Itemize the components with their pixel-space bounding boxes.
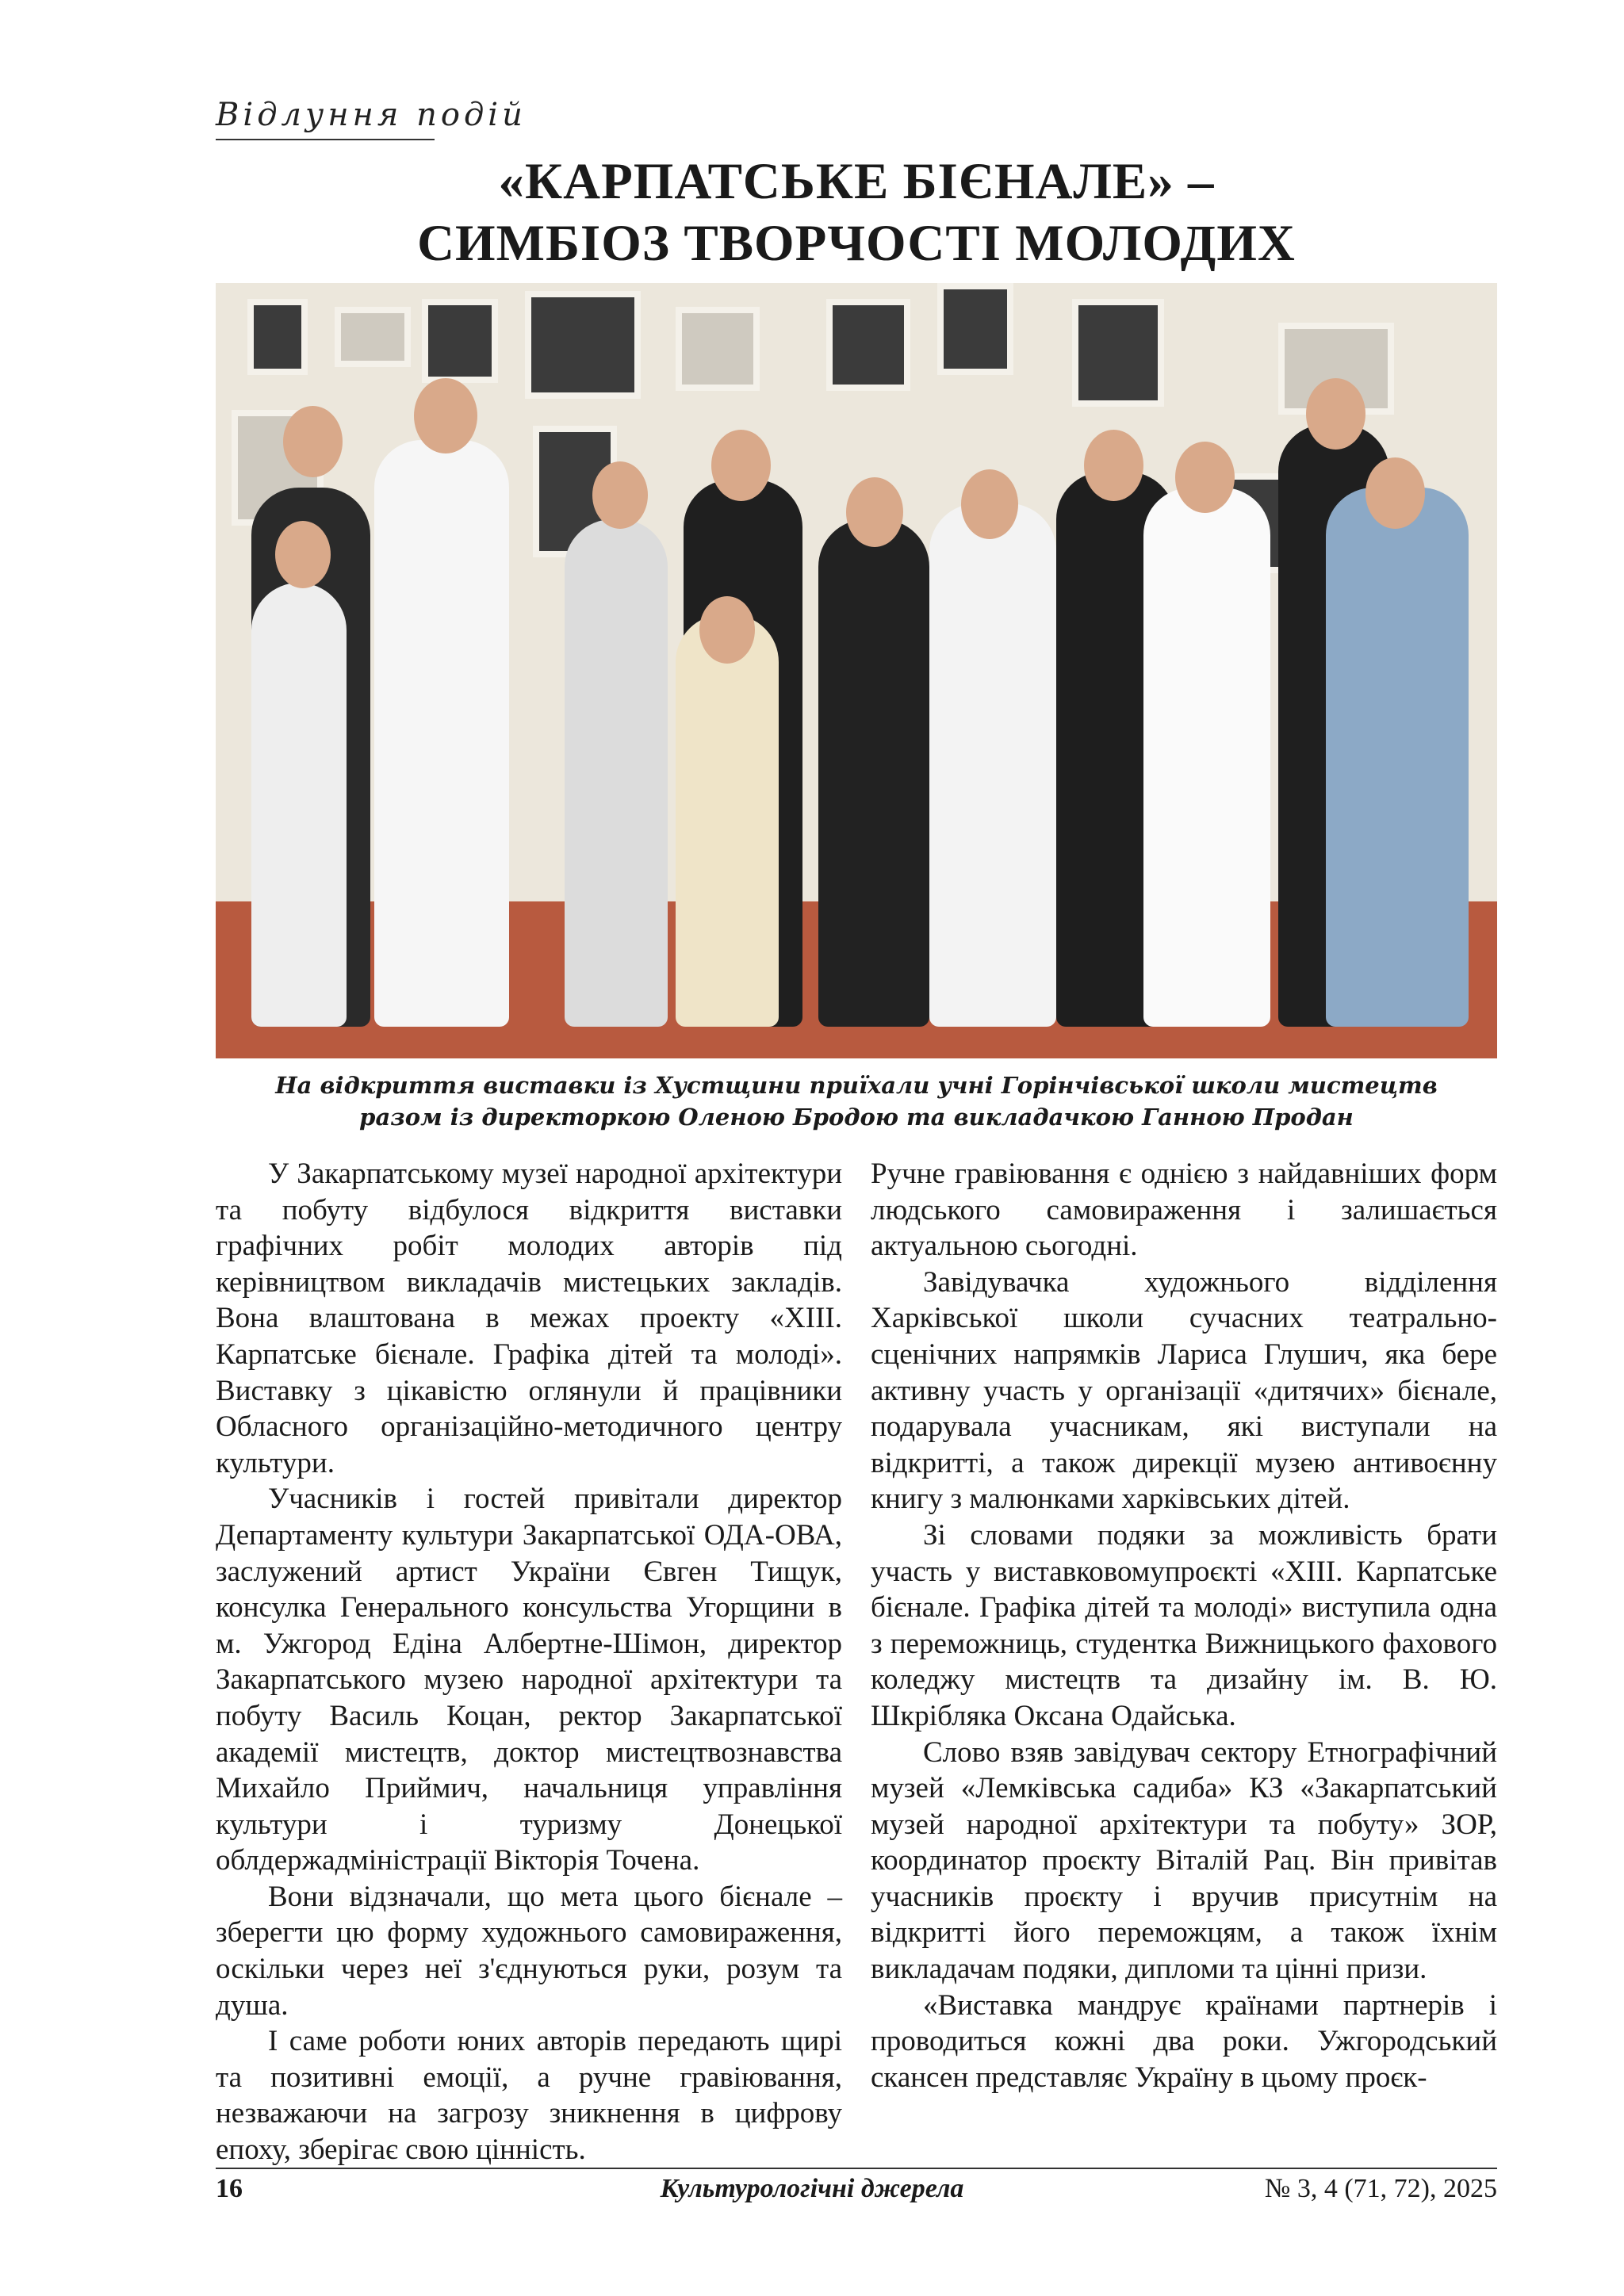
artwork: [525, 291, 641, 399]
artwork: [422, 299, 498, 383]
section-label: Відлуння подій: [216, 97, 527, 133]
person: [1326, 488, 1469, 1027]
person-head: [1365, 457, 1425, 529]
caption-line-2: разом із директоркою Оленою Бродою та викладачкою Ганною Продан: [359, 1104, 1354, 1131]
title-line-2: СИМБІОЗ ТВОРЧОСТІ МОЛОДИХ: [417, 215, 1296, 272]
artwork: [247, 299, 308, 375]
section-underline: [216, 139, 435, 140]
person-head: [592, 461, 648, 529]
person: [818, 519, 929, 1027]
person: [1143, 488, 1270, 1027]
paragraph: Слово взяв завідувач сектору Етнографічний музей «Лемківська садиба» КЗ «Закарпатський музей народної архітектури та побуту» ЗОР, координатор проєкту Віталій Рац. Він привітав учасників проєкту і вручив присутнім на відкритті його переможцям, а також їхнім викладачам подяки, дипломи та цінні призи.: [871, 1735, 1497, 1986]
paragraph: І саме роботи юних авторів передають щирі та позитивні емоції, а ручне гравіювання, незважаючи на загрозу зникнення в цифрову епоху, зберігає свою цінність.: [216, 2025, 842, 2167]
person: [374, 440, 509, 1027]
paragraph: Учасників і гостей привітали директор Департаменту культури Закарпатської ОДА-ОВА, заслужений артист України Євген Тищук, консулка Генерального консульства Угорщини в м. Ужгород Едіна Албертне-Шімон, директор Закарпатського музею народної архітектури та побуту Василь Коцан, ректор Закарпатської академії мистецтв, доктор мистецтвознавства Михайло Приймич, начальниця управління культури і туризму Донецької облдержадміністрації Вікторія Точена.: [216, 1483, 842, 1877]
person: [565, 519, 668, 1027]
journal-name: Культурологічні джерела: [660, 2174, 964, 2203]
artwork: [1072, 299, 1164, 407]
artwork: [335, 307, 411, 367]
person-head: [1175, 442, 1235, 513]
right-column: [871, 1156, 1497, 2095]
person: [676, 614, 779, 1027]
person-head: [961, 469, 1018, 539]
person-head: [275, 521, 331, 588]
artwork: [937, 283, 1013, 375]
left-column: [216, 1156, 842, 2168]
paragraph: Ручне гравіювання є однією з найдавніших форм людського самовираження і залишається актуальною сьогодні.: [871, 1158, 1497, 1263]
footer-rule: [216, 2168, 1497, 2169]
issue-number: № 3, 4 (71, 72), 2025: [1264, 2174, 1497, 2203]
artwork: [676, 307, 760, 391]
page-number: 16: [216, 2174, 243, 2203]
person-head: [846, 477, 903, 547]
paragraph: Вони відзначали, що мета цього бієнале – зберегти цю форму художнього самовираження, оскільки через неї з'єднуються руки, розум та душа.: [216, 1880, 842, 2022]
person-head: [699, 596, 755, 664]
paragraph: Завідувачка художнього відділення Харківської школи сучасних театрально-сценічних напрямків Лариса Глушич, яка бере активну участь у організації «дитячих» бієнале, подарувала учасникам, які виступали на відкритті, а також дирекції музею антивоєнну книгу з малюнками харківських дітей.: [871, 1265, 1497, 1516]
article-title: [216, 151, 1497, 274]
person-head: [414, 378, 477, 453]
photo-caption: [216, 1070, 1497, 1133]
caption-line-1: На відкриття виставки із Хустщини приїхали учні Горінчівської школи мистецтв: [275, 1072, 1438, 1099]
group-photo: [216, 283, 1497, 1058]
person-head: [283, 406, 343, 477]
person-head: [1084, 430, 1143, 501]
paragraph: «Виставка мандрує країнами партнерів і проводиться кожні два роки. Ужгородський скансен представляє Україну в цьому проєк-: [871, 1988, 1497, 2094]
title-line-1: «КАРПАТСЬКЕ БІЄНАЛЕ» –: [498, 153, 1215, 210]
paragraph: Зі словами подяки за можливість брати участь у виставковомупроєкті «ХІІІ. Карпатське бієнале. Графіка дітей та молоді» виступила одна з переможниць, студентка Вижницького фахового коледжу мистецтв та дизайну ім. В. Ю. Шкрібляка Оксана Одайська.: [871, 1518, 1497, 1732]
person-head: [1306, 378, 1365, 450]
paragraph: У Закарпатському музеї народної архітектури та побуту відбулося відкриття виставки графічних робіт молодих авторів під керівництвом викладачів мистецьких закладів. Вона влаштована в межах проекту «ХІІІ. Карпатське бієнале. Графіка дітей та молоді». Виставку з цікавістю оглянули й працівники Обласного організаційно-методичного центру культури.: [216, 1158, 842, 1479]
artwork: [826, 299, 910, 391]
person: [251, 583, 347, 1027]
person-head: [711, 430, 771, 501]
person: [929, 503, 1056, 1027]
